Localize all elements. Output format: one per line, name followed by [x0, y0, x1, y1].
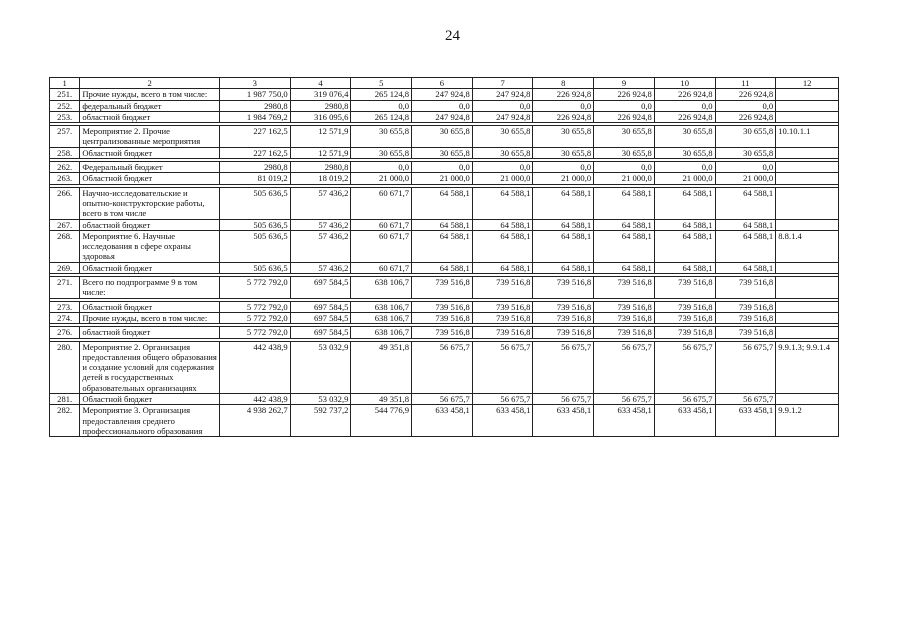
- value-cell: 56 675,7: [472, 394, 533, 405]
- value-cell: 64 588,1: [715, 230, 776, 262]
- table-row: [50, 405, 839, 437]
- value-cell: 226 924,8: [594, 89, 655, 100]
- table-row: [50, 327, 839, 338]
- value-cell: 226 924,8: [594, 111, 655, 122]
- value-cell: 265 124,8: [351, 111, 412, 122]
- row-name: областной бюджет: [80, 219, 220, 230]
- value-cell: 30 655,8: [654, 147, 715, 158]
- value-cell: 56 675,7: [715, 341, 776, 393]
- value-cell: 30 655,8: [533, 147, 594, 158]
- row-name: Областной бюджет: [80, 173, 220, 184]
- value-cell: 64 588,1: [654, 262, 715, 273]
- table-row: [50, 277, 839, 299]
- value-cell: 739 516,8: [472, 277, 533, 299]
- value-cell: 5 772 792,0: [219, 277, 290, 299]
- value-cell: 739 516,8: [533, 277, 594, 299]
- value-cell: 0,0: [715, 162, 776, 173]
- value-cell: 56 675,7: [594, 394, 655, 405]
- value-cell: 505 636,5: [219, 230, 290, 262]
- value-cell: 739 516,8: [533, 301, 594, 312]
- reference-cell: [776, 219, 839, 230]
- value-cell: 226 924,8: [654, 89, 715, 100]
- value-cell: 57 436,2: [290, 219, 351, 230]
- value-cell: 442 438,9: [219, 394, 290, 405]
- value-cell: 30 655,8: [351, 147, 412, 158]
- table-row: [50, 147, 839, 158]
- reference-cell: [776, 147, 839, 158]
- row-name: Областной бюджет: [80, 394, 220, 405]
- value-cell: 21 000,0: [351, 173, 412, 184]
- value-cell: 0,0: [654, 100, 715, 111]
- value-cell: 81 019,2: [219, 173, 290, 184]
- value-cell: 226 924,8: [533, 89, 594, 100]
- reference-cell: 9.9.1.3; 9.9.1.4: [776, 341, 839, 393]
- row-number: 273.: [50, 301, 80, 312]
- value-cell: 64 588,1: [654, 230, 715, 262]
- value-cell: 0,0: [351, 100, 412, 111]
- value-cell: 56 675,7: [654, 341, 715, 393]
- row-name: Прочие нужды, всего в том числе:: [80, 312, 220, 323]
- value-cell: 739 516,8: [654, 327, 715, 338]
- value-cell: 64 588,1: [533, 230, 594, 262]
- reference-cell: [776, 312, 839, 323]
- row-number: 262.: [50, 162, 80, 173]
- value-cell: 2980,8: [290, 162, 351, 173]
- table-row: [50, 111, 839, 122]
- column-header: 12: [776, 78, 839, 89]
- column-header: 4: [290, 78, 351, 89]
- row-number: 253.: [50, 111, 80, 122]
- value-cell: 247 924,8: [472, 89, 533, 100]
- value-cell: 739 516,8: [472, 327, 533, 338]
- row-number: 269.: [50, 262, 80, 273]
- value-cell: 697 584,5: [290, 327, 351, 338]
- reference-cell: 10.10.1.1: [776, 126, 839, 148]
- row-number: 282.: [50, 405, 80, 437]
- value-cell: 247 924,8: [472, 111, 533, 122]
- value-cell: 56 675,7: [472, 341, 533, 393]
- table-row: [50, 126, 839, 148]
- value-cell: 319 076,4: [290, 89, 351, 100]
- row-name: Мероприятие 2. Прочие централизованные мероприятия: [80, 126, 220, 148]
- value-cell: 226 924,8: [715, 89, 776, 100]
- row-name: федеральный бюджет: [80, 100, 220, 111]
- value-cell: 56 675,7: [654, 394, 715, 405]
- value-cell: 64 588,1: [533, 262, 594, 273]
- value-cell: 5 772 792,0: [219, 327, 290, 338]
- row-number: 268.: [50, 230, 80, 262]
- value-cell: 638 106,7: [351, 277, 412, 299]
- value-cell: 592 737,2: [290, 405, 351, 437]
- reference-cell: 8.8.1.4: [776, 230, 839, 262]
- value-cell: 0,0: [654, 162, 715, 173]
- row-number: 257.: [50, 126, 80, 148]
- row-name: областной бюджет: [80, 111, 220, 122]
- value-cell: 21 000,0: [472, 173, 533, 184]
- value-cell: 30 655,8: [654, 126, 715, 148]
- value-cell: 226 924,8: [654, 111, 715, 122]
- value-cell: 64 588,1: [594, 219, 655, 230]
- page-number: 24: [445, 28, 460, 44]
- value-cell: 505 636,5: [219, 262, 290, 273]
- value-cell: 60 671,7: [351, 230, 412, 262]
- value-cell: 2980,8: [290, 100, 351, 111]
- column-header: 1: [50, 78, 80, 89]
- value-cell: 633 458,1: [594, 405, 655, 437]
- table-body: [50, 78, 839, 437]
- value-cell: 633 458,1: [654, 405, 715, 437]
- table-row: [50, 89, 839, 100]
- value-cell: 56 675,7: [533, 394, 594, 405]
- value-cell: 227 162,5: [219, 147, 290, 158]
- table-row: [50, 173, 839, 184]
- value-cell: 56 675,7: [412, 394, 473, 405]
- value-cell: 739 516,8: [654, 277, 715, 299]
- value-cell: 64 588,1: [594, 187, 655, 219]
- value-cell: 638 106,7: [351, 301, 412, 312]
- value-cell: 1 984 769,2: [219, 111, 290, 122]
- value-cell: 21 000,0: [594, 173, 655, 184]
- reference-cell: [776, 89, 839, 100]
- value-cell: 64 588,1: [472, 230, 533, 262]
- column-header: 10: [654, 78, 715, 89]
- value-cell: 64 588,1: [472, 219, 533, 230]
- value-cell: 247 924,8: [412, 111, 473, 122]
- row-name: Областной бюджет: [80, 147, 220, 158]
- value-cell: 30 655,8: [412, 126, 473, 148]
- row-number: 252.: [50, 100, 80, 111]
- column-header: 5: [351, 78, 412, 89]
- value-cell: 0,0: [533, 100, 594, 111]
- value-cell: 21 000,0: [412, 173, 473, 184]
- value-cell: 638 106,7: [351, 327, 412, 338]
- value-cell: 739 516,8: [715, 301, 776, 312]
- value-cell: 5 772 792,0: [219, 312, 290, 323]
- value-cell: 49 351,8: [351, 394, 412, 405]
- value-cell: 0,0: [533, 162, 594, 173]
- value-cell: 57 436,2: [290, 262, 351, 273]
- value-cell: 64 588,1: [715, 187, 776, 219]
- row-name: Мероприятие 6. Научные исследования в сфере охраны здоровья: [80, 230, 220, 262]
- row-name: Областной бюджет: [80, 301, 220, 312]
- value-cell: 638 106,7: [351, 312, 412, 323]
- table-row: [50, 100, 839, 111]
- value-cell: 0,0: [472, 100, 533, 111]
- value-cell: 21 000,0: [654, 173, 715, 184]
- value-cell: 505 636,5: [219, 187, 290, 219]
- table-row: [50, 394, 839, 405]
- row-number: 271.: [50, 277, 80, 299]
- value-cell: 53 032,9: [290, 394, 351, 405]
- value-cell: 739 516,8: [533, 327, 594, 338]
- value-cell: 60 671,7: [351, 262, 412, 273]
- value-cell: 226 924,8: [533, 111, 594, 122]
- row-number: 266.: [50, 187, 80, 219]
- value-cell: 60 671,7: [351, 187, 412, 219]
- value-cell: 18 019,2: [290, 173, 351, 184]
- table-row: [50, 312, 839, 323]
- value-cell: 505 636,5: [219, 219, 290, 230]
- value-cell: 633 458,1: [533, 405, 594, 437]
- value-cell: 739 516,8: [533, 312, 594, 323]
- value-cell: 30 655,8: [594, 147, 655, 158]
- value-cell: 5 772 792,0: [219, 301, 290, 312]
- value-cell: 697 584,5: [290, 301, 351, 312]
- value-cell: 0,0: [594, 162, 655, 173]
- value-cell: 316 095,6: [290, 111, 351, 122]
- row-name: Мероприятие 3. Организация предоставления среднего профессионального образования: [80, 405, 220, 437]
- value-cell: 697 584,5: [290, 277, 351, 299]
- value-cell: 442 438,9: [219, 341, 290, 393]
- value-cell: 739 516,8: [412, 327, 473, 338]
- value-cell: 739 516,8: [715, 312, 776, 323]
- value-cell: 739 516,8: [715, 327, 776, 338]
- value-cell: 0,0: [715, 100, 776, 111]
- row-number: 258.: [50, 147, 80, 158]
- value-cell: 739 516,8: [412, 301, 473, 312]
- value-cell: 64 588,1: [715, 262, 776, 273]
- value-cell: 64 588,1: [412, 262, 473, 273]
- value-cell: 1 987 750,0: [219, 89, 290, 100]
- value-cell: 739 516,8: [715, 277, 776, 299]
- reference-cell: 9.9.1.2: [776, 405, 839, 437]
- value-cell: 633 458,1: [412, 405, 473, 437]
- row-name: Федеральный бюджет: [80, 162, 220, 173]
- table-row: [50, 187, 839, 219]
- value-cell: 544 776,9: [351, 405, 412, 437]
- value-cell: 739 516,8: [412, 277, 473, 299]
- value-cell: 739 516,8: [594, 312, 655, 323]
- table-row: [50, 341, 839, 393]
- row-number: 276.: [50, 327, 80, 338]
- row-name: Мероприятие 2. Организация предоставления общего образования и создание условий для содержания детей в государственных образовательных организациях: [80, 341, 220, 393]
- value-cell: 0,0: [594, 100, 655, 111]
- row-name: Научно-исследовательские и опытно-конструкторские работы, всего в том числе: [80, 187, 220, 219]
- row-number: 281.: [50, 394, 80, 405]
- value-cell: 12 571,9: [290, 147, 351, 158]
- table-row: [50, 162, 839, 173]
- row-name: Всего по подпрограмме 9 в том числе:: [80, 277, 220, 299]
- value-cell: 64 588,1: [412, 187, 473, 219]
- value-cell: 739 516,8: [594, 327, 655, 338]
- value-cell: 0,0: [472, 162, 533, 173]
- table-row: [50, 301, 839, 312]
- reference-cell: [776, 100, 839, 111]
- reference-cell: [776, 277, 839, 299]
- value-cell: 30 655,8: [594, 126, 655, 148]
- reference-cell: [776, 262, 839, 273]
- value-cell: 0,0: [412, 100, 473, 111]
- reference-cell: [776, 327, 839, 338]
- value-cell: 30 655,8: [533, 126, 594, 148]
- reference-cell: [776, 301, 839, 312]
- value-cell: 739 516,8: [594, 301, 655, 312]
- value-cell: 64 588,1: [533, 219, 594, 230]
- value-cell: 64 588,1: [472, 187, 533, 219]
- column-header: 3: [219, 78, 290, 89]
- value-cell: 64 588,1: [715, 219, 776, 230]
- value-cell: 739 516,8: [654, 301, 715, 312]
- value-cell: 64 588,1: [472, 262, 533, 273]
- value-cell: 64 588,1: [412, 219, 473, 230]
- value-cell: 30 655,8: [715, 126, 776, 148]
- table-row: [50, 262, 839, 273]
- row-name: Областной бюджет: [80, 262, 220, 273]
- value-cell: 2980,8: [219, 162, 290, 173]
- value-cell: 697 584,5: [290, 312, 351, 323]
- value-cell: 56 675,7: [594, 341, 655, 393]
- value-cell: 265 124,8: [351, 89, 412, 100]
- value-cell: 739 516,8: [594, 277, 655, 299]
- value-cell: 30 655,8: [412, 147, 473, 158]
- value-cell: 64 588,1: [533, 187, 594, 219]
- value-cell: 633 458,1: [715, 405, 776, 437]
- value-cell: 57 436,2: [290, 187, 351, 219]
- table-row: [50, 219, 839, 230]
- value-cell: 21 000,0: [533, 173, 594, 184]
- value-cell: 739 516,8: [412, 312, 473, 323]
- reference-cell: [776, 394, 839, 405]
- column-header: 9: [594, 78, 655, 89]
- value-cell: 30 655,8: [472, 126, 533, 148]
- value-cell: 60 671,7: [351, 219, 412, 230]
- value-cell: 56 675,7: [715, 394, 776, 405]
- value-cell: 247 924,8: [412, 89, 473, 100]
- value-cell: 739 516,8: [472, 301, 533, 312]
- value-cell: 739 516,8: [654, 312, 715, 323]
- column-header: 2: [80, 78, 220, 89]
- value-cell: 633 458,1: [472, 405, 533, 437]
- value-cell: 4 938 262,7: [219, 405, 290, 437]
- value-cell: 64 588,1: [654, 219, 715, 230]
- column-header: 7: [472, 78, 533, 89]
- value-cell: 49 351,8: [351, 341, 412, 393]
- row-name: Прочие нужды, всего в том числе:: [80, 89, 220, 100]
- value-cell: 57 436,2: [290, 230, 351, 262]
- row-number: 274.: [50, 312, 80, 323]
- column-header: 6: [412, 78, 473, 89]
- value-cell: 30 655,8: [351, 126, 412, 148]
- value-cell: 2980,8: [219, 100, 290, 111]
- value-cell: 226 924,8: [715, 111, 776, 122]
- value-cell: 227 162,5: [219, 126, 290, 148]
- table-row: [50, 230, 839, 262]
- column-number-row: [50, 78, 839, 89]
- value-cell: 21 000,0: [715, 173, 776, 184]
- row-name: областной бюджет: [80, 327, 220, 338]
- reference-cell: [776, 187, 839, 219]
- value-cell: 64 588,1: [412, 230, 473, 262]
- value-cell: 0,0: [412, 162, 473, 173]
- value-cell: 53 032,9: [290, 341, 351, 393]
- row-number: 280.: [50, 341, 80, 393]
- reference-cell: [776, 111, 839, 122]
- budget-table: [49, 77, 839, 437]
- value-cell: 0,0: [351, 162, 412, 173]
- value-cell: 64 588,1: [594, 230, 655, 262]
- reference-cell: [776, 173, 839, 184]
- value-cell: 56 675,7: [533, 341, 594, 393]
- column-header: 8: [533, 78, 594, 89]
- value-cell: 30 655,8: [715, 147, 776, 158]
- row-number: 267.: [50, 219, 80, 230]
- value-cell: 64 588,1: [654, 187, 715, 219]
- value-cell: 64 588,1: [594, 262, 655, 273]
- value-cell: 30 655,8: [472, 147, 533, 158]
- row-number: 251.: [50, 89, 80, 100]
- value-cell: 12 571,9: [290, 126, 351, 148]
- row-number: 263.: [50, 173, 80, 184]
- value-cell: 56 675,7: [412, 341, 473, 393]
- reference-cell: [776, 162, 839, 173]
- column-header: 11: [715, 78, 776, 89]
- value-cell: 739 516,8: [472, 312, 533, 323]
